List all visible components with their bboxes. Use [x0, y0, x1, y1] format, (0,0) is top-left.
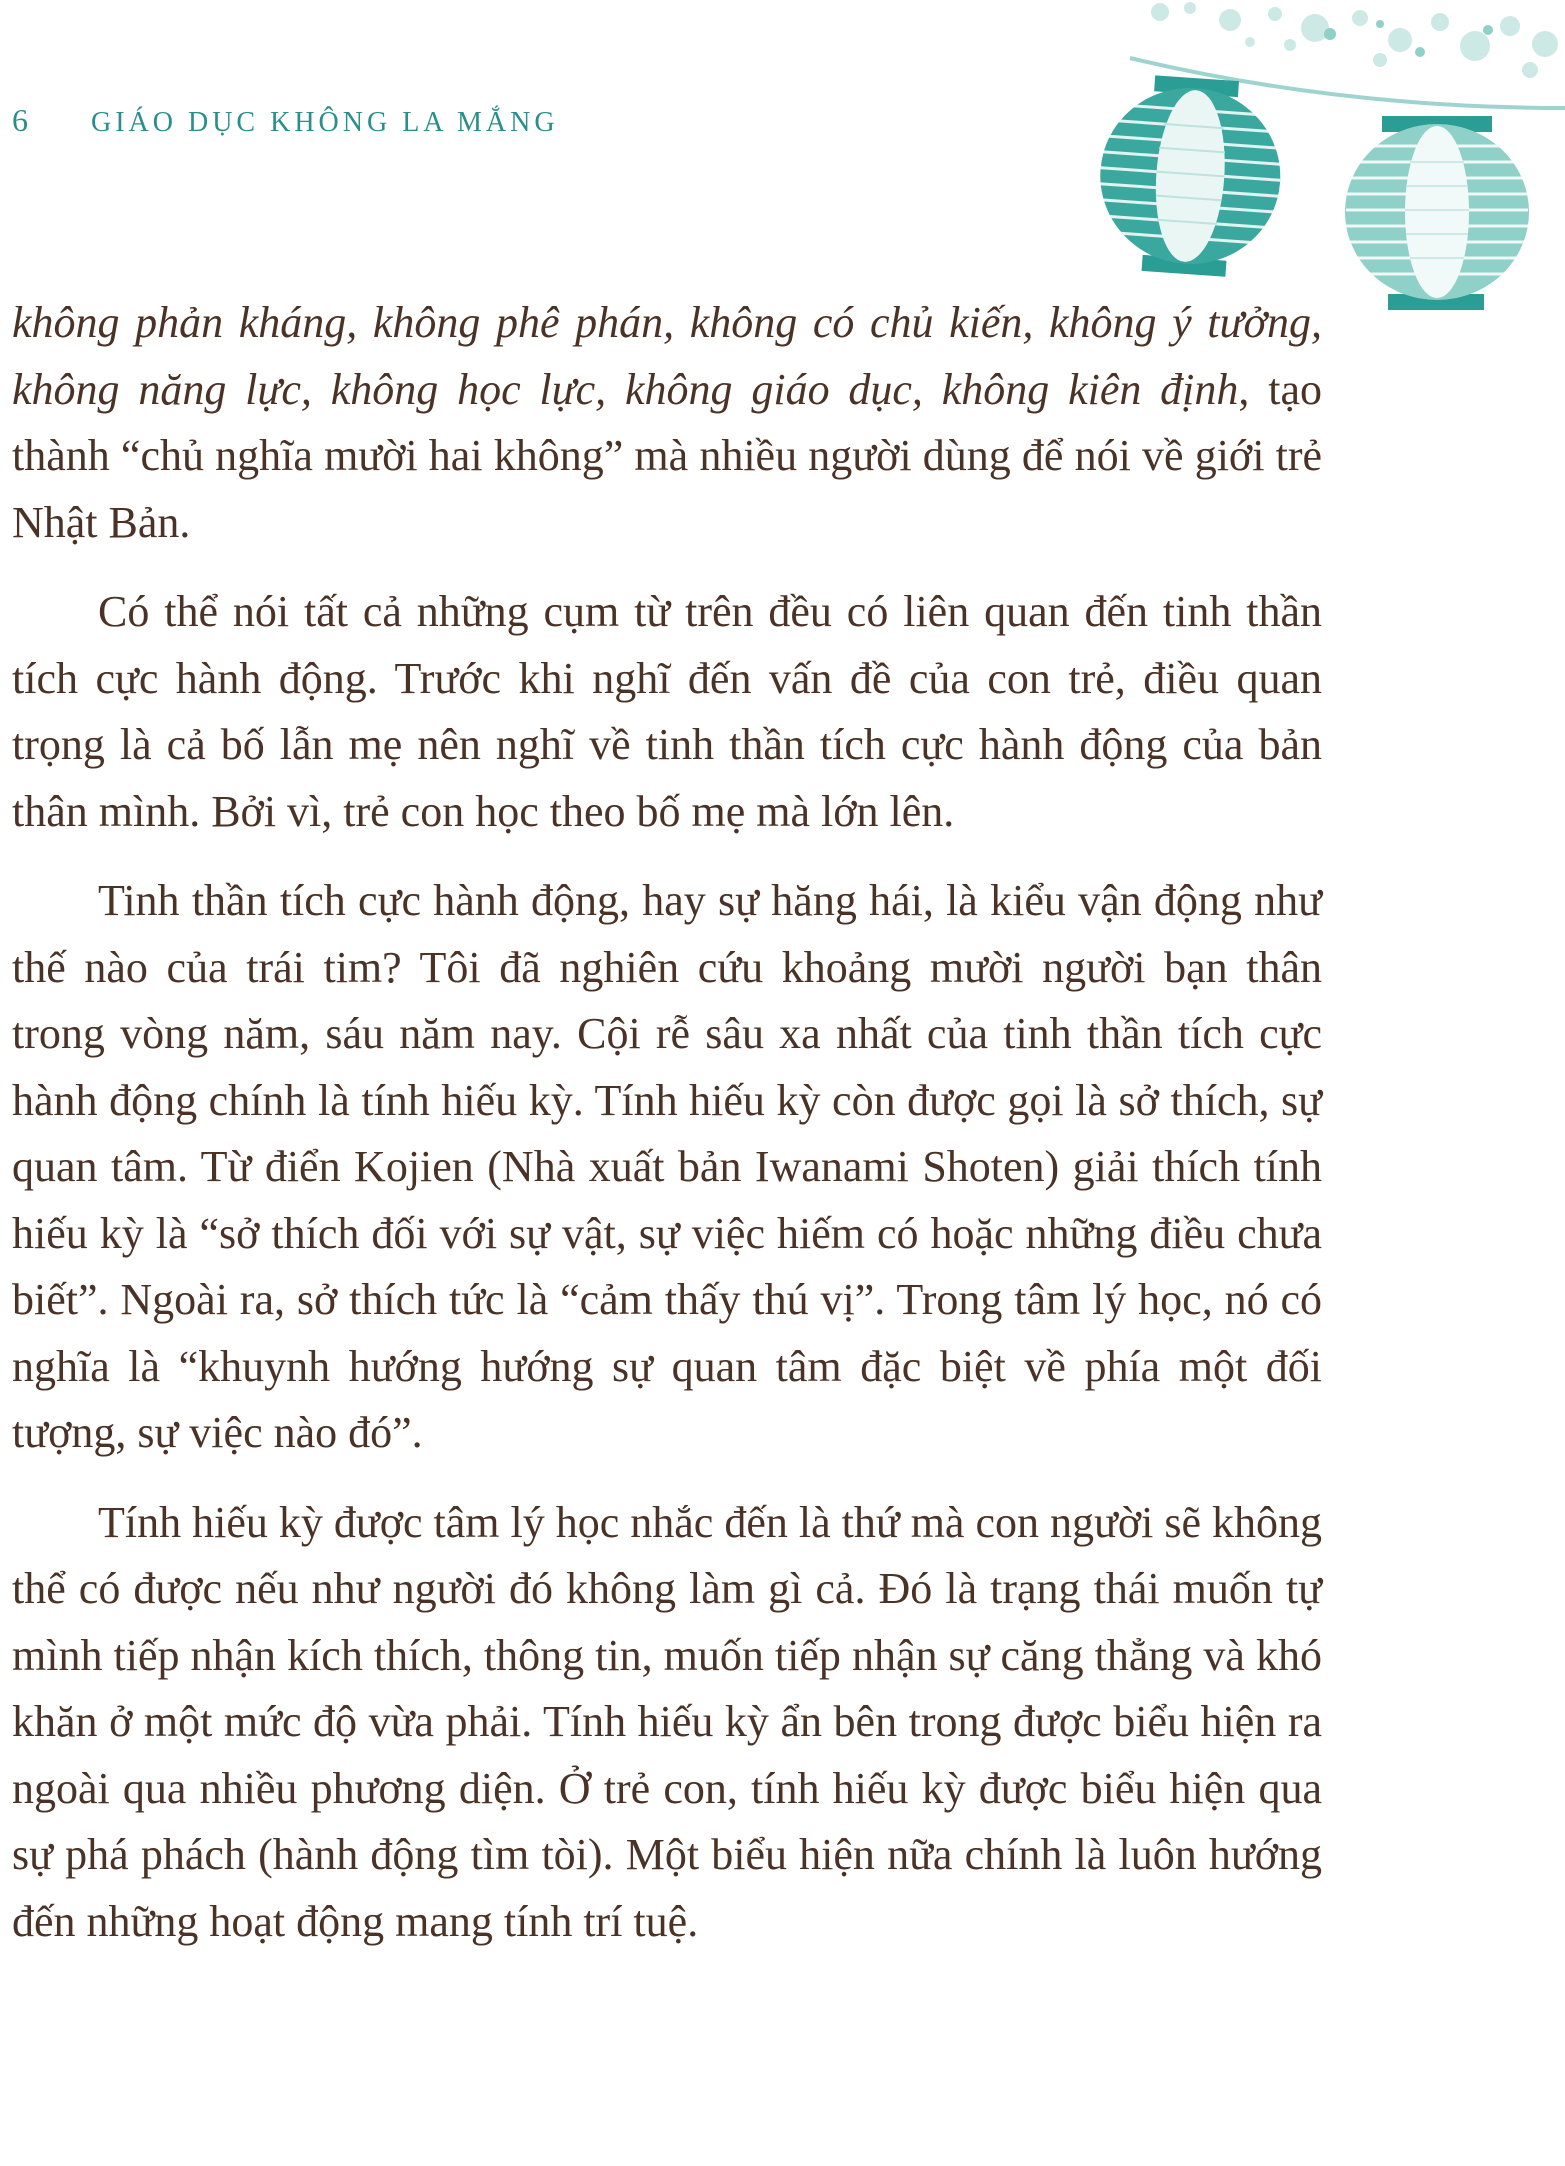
body-text — [12, 290, 1322, 1955]
paragraph-4: Tính hiếu kỳ được tâm lý học nhắc đến là thứ mà con người sẽ không thể có được nếu như người đó không làm gì cả. Đó là trạng thái muốn tự mình tiếp nhận kích thích, thông tin, muốn tiếp nhận sự căng thẳng và khó khăn ở một mức độ vừa phải. Tính hiếu kỳ ẩn bên trong được biểu hiện ra ngoài qua nhiều phương diện. Ở trẻ con, tính hiếu kỳ được biểu hiện qua sự phá phách (hành động tìm tòi). Một biểu hiện nữa chính là luôn hướng đến những hoạt động mang tính trí tuệ. — [12, 1497, 1322, 1946]
paragraph-1 — [12, 290, 1322, 556]
lantern-dark-teal — [1094, 72, 1287, 280]
paragraph-1-continuation: , tạo thành “chủ nghĩa mười hai không” mà nhiều người dùng để nói về giới trẻ Nhật Bản. — [12, 364, 1322, 547]
page-header — [12, 102, 559, 139]
paragraph-1-italic-list: không phản kháng, không phê phán, không có chủ kiến, không ý tưởng, không năng lực, không học lực, không giáo dục, không kiên định — [12, 298, 1322, 414]
page-number: 6 — [12, 102, 29, 138]
paragraph-3: Tinh thần tích cực hành động, hay sự hăng hái, là kiểu vận động như thế nào của trái tim? Tôi đã nghiên cứu khoảng mười người bạn thân trong vòng năm, sáu năm nay. Cội rễ sâu xa nhất của tinh thần tích cực hành động chính là tính hiếu kỳ. Tính hiếu kỳ còn được gọi là sở thích, sự quan tâm. Từ điển Kojien (Nhà xuất bản Iwanami Shoten) giải thích tính hiếu kỳ là “sở thích đối với sự vật, sự việc hiếm có hoặc những điều chưa biết”. Ngoài ra, sở thích tức là “cảm thấy thú vị”. Trong tâm lý học, nó có nghĩa là “khuynh hướng hướng sự quan tâm đặc biệt về phía một đối tượng, sự việc nào đó”. — [12, 876, 1322, 1457]
paragraph-2: Có thể nói tất cả những cụm từ trên đều có liên quan đến tinh thần tích cực hành động. Trước khi nghĩ đến vấn đề của con trẻ, điều quan trọng là cả bố lẫn mẹ nên nghĩ về tinh thần tích cực hành động của bản thân mình. Bởi vì, trẻ con học theo bố mẹ mà lớn lên. — [12, 587, 1322, 836]
lantern-light-teal — [1345, 116, 1529, 310]
hanging-lanterns-illustration — [1080, 0, 1565, 330]
running-title: GIÁO DỤC KHÔNG LA MẮNG — [91, 107, 559, 138]
bokeh-dots — [1151, 2, 1558, 78]
